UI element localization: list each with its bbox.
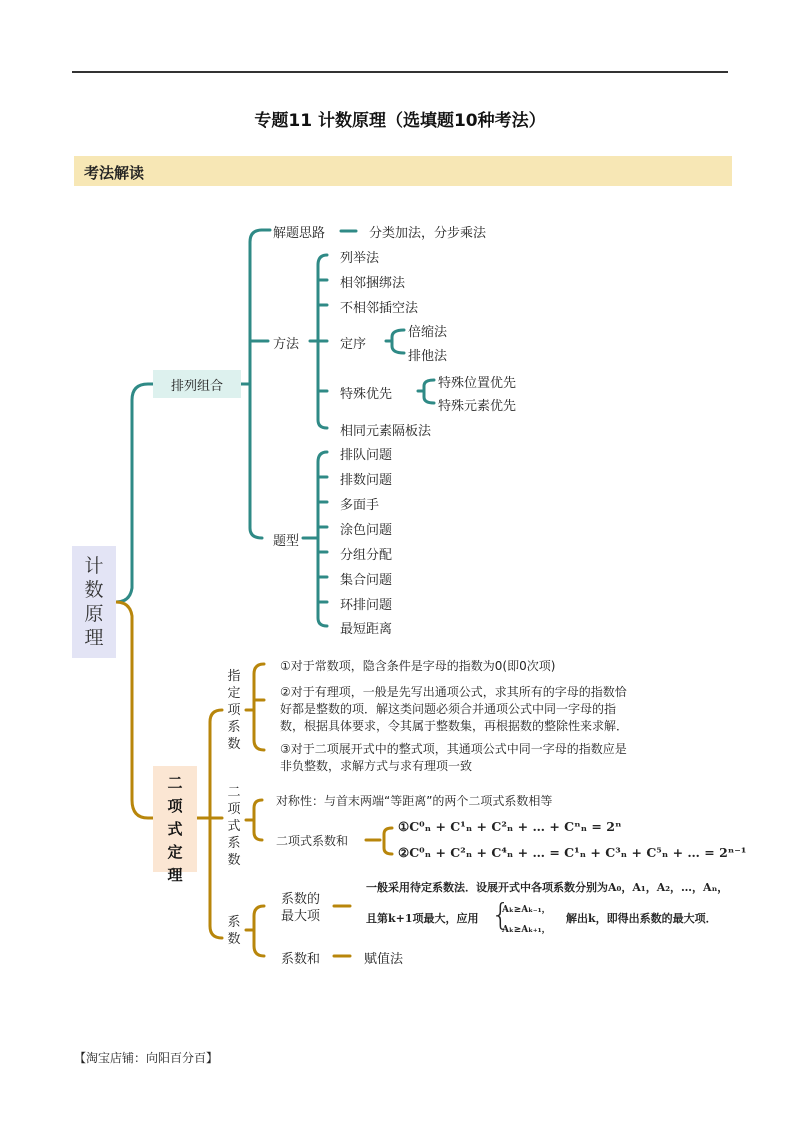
perm-label: 排列组合: [170, 379, 223, 394]
formula-2: ②C⁰ₙ + C²ₙ + C⁴ₙ + … = C¹ₙ + C³ₙ + C⁵ₙ + … = 2ⁿ⁻¹: [398, 845, 747, 860]
max-term-line-1: 一般采用待定系数法．设展开式中各项系数分别为A₀，A₁，A₂，…，Aₙ，: [366, 881, 729, 894]
types-label: 题型: [273, 534, 300, 549]
method-item: 列举法: [340, 251, 380, 266]
dingxu-child: 倍缩法: [408, 325, 448, 340]
section-header-label: 考法解读: [84, 164, 145, 182]
specified-label: 指定项系数: [227, 669, 241, 752]
specified-item: ②对于有理项，一般是先写出通项公式，求其所有的字母的指数恰: [280, 685, 627, 699]
approach-value: 分类加法，分步乘法: [369, 226, 487, 241]
max-term-line-2b: 解出k，即得出系数的最大项．: [566, 912, 717, 925]
teshu-child: 特殊位置优先: [438, 376, 517, 391]
root-node: [72, 546, 116, 658]
approach-label: 解题思路: [273, 226, 326, 241]
specified-item: 好都是整数的项．解这类问题必须合并通项公式中同一字母的指: [280, 702, 617, 716]
max-term-line-2a: 且第k+1项最大，应用: [366, 912, 479, 925]
specified-item: ③对于二项展开式中的整式项，其通项公式中同一字母的指数应是: [280, 742, 627, 756]
type-item: 集合问题: [340, 573, 393, 588]
type-item: 排队问题: [340, 448, 393, 463]
symmetry-text: 对称性：与首末两端“等距离”的两个二项式系数相等: [276, 794, 553, 808]
type-item: 多面手: [340, 498, 380, 513]
type-item: 分组分配: [340, 548, 393, 563]
specified-item: 非负整数，求解方式与求有理项一致: [280, 759, 473, 773]
type-item: 最短距离: [340, 622, 393, 637]
max-term-cond-1: Aₖ≥Aₖ₋₁，: [502, 905, 551, 915]
coef-sum-label: 二项式系数和: [276, 834, 349, 848]
coefsum-value: 赋值法: [364, 952, 404, 967]
teshu-child: 特殊元素优先: [438, 399, 517, 414]
max-term-label-1: 系数的: [281, 892, 321, 907]
footer-shop: 【淘宝店铺：向阳百分百】: [74, 1051, 219, 1065]
method-item: 相邻捆绑法: [340, 276, 406, 291]
perm-node: [153, 370, 241, 398]
binomial-label: 二项式定理: [167, 774, 183, 884]
specified-item: ①对于常数项，隐含条件是字母的指数为0(即0次项): [280, 659, 556, 673]
max-term-brace: {: [491, 898, 511, 933]
method-item: 相同元素隔板法: [340, 424, 432, 439]
type-item: 排数问题: [340, 473, 393, 488]
binomial-node: [153, 766, 197, 884]
method-item: 特殊优先: [340, 387, 393, 402]
type-item: 涂色问题: [340, 523, 393, 538]
max-term-label-2: 最大项: [281, 909, 321, 924]
root-label: 计数原理: [84, 555, 104, 649]
coefsum-label: 系数和: [281, 952, 321, 967]
method-item: 定序: [340, 337, 367, 352]
formula-1: ①C⁰ₙ + C¹ₙ + C²ₙ + … + Cⁿₙ = 2ⁿ: [398, 819, 622, 834]
page-title: 专题11 计数原理（选填题10种考法）: [254, 111, 546, 131]
max-term-cond-2: Aₖ≥Aₖ₊₁，: [502, 925, 551, 935]
binomial-coef-label: 二项式系数: [227, 785, 241, 868]
type-item: 环排问题: [340, 598, 393, 613]
methods-label: 方法: [273, 337, 300, 352]
specified-item: 数，根据具体要求，令其属于整数集，再根据数的整除性来求解．: [280, 719, 629, 733]
method-item: 不相邻插空法: [340, 301, 419, 316]
dingxu-child: 排他法: [408, 349, 448, 364]
coef-label: 系数: [227, 915, 241, 947]
